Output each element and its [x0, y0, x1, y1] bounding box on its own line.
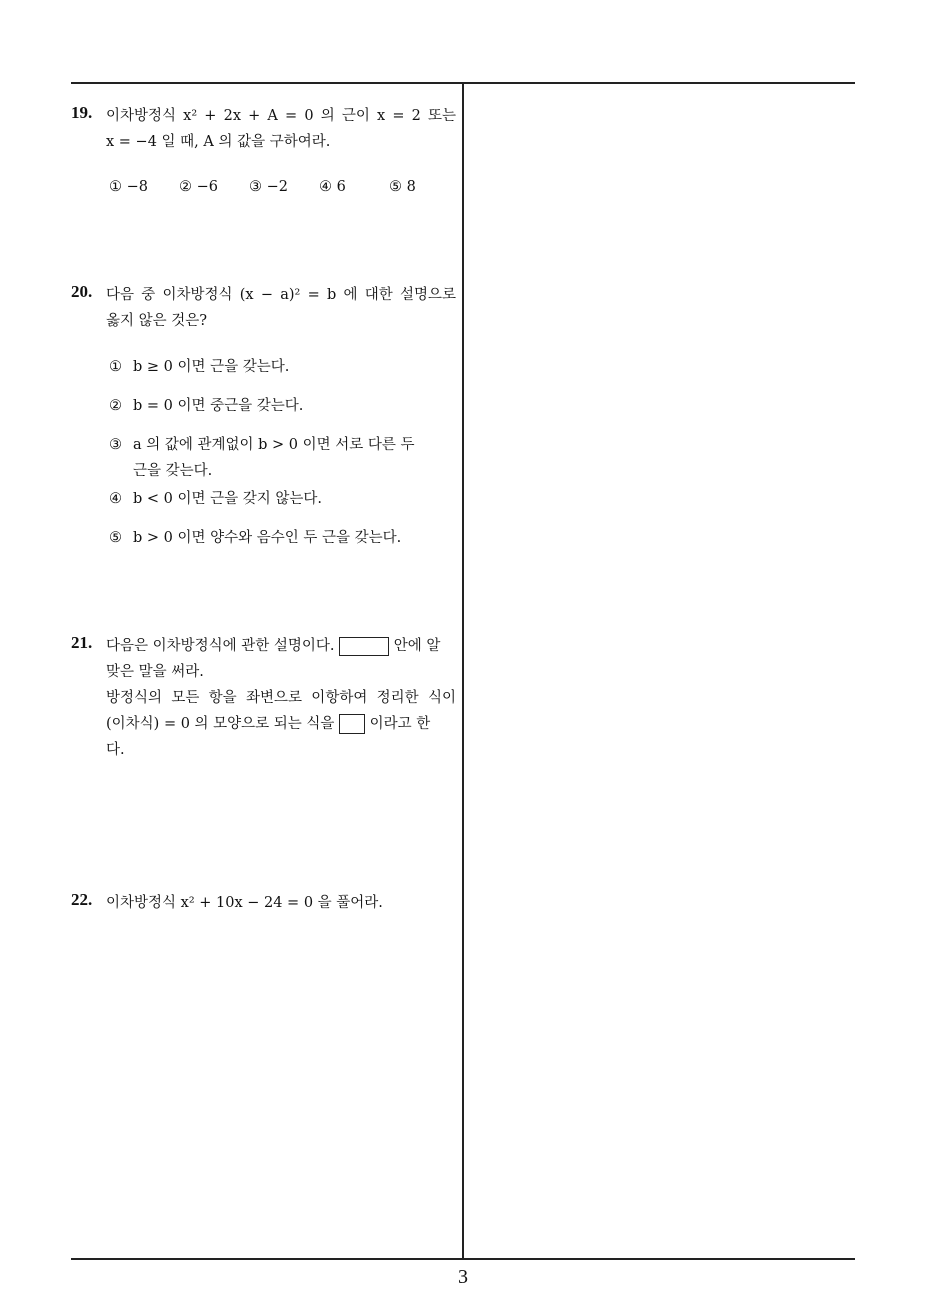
question-text-fragment: 안에 알	[393, 638, 441, 654]
question-text-fragment: (이차식) = 0 의 모양으로 되는 식을	[106, 716, 335, 732]
choice-mark: ②	[109, 398, 122, 414]
question-19	[71, 103, 456, 213]
answer-blank-box	[339, 714, 365, 734]
question-22	[71, 890, 456, 930]
bottom-rule	[71, 1258, 855, 1260]
question-text	[106, 282, 456, 334]
choice-1[interactable]	[109, 354, 289, 380]
question-line: 맞은 말을 써라.	[106, 664, 204, 680]
question-21	[71, 633, 456, 773]
question-text	[106, 633, 456, 763]
choice-list	[109, 179, 416, 195]
choice-4[interactable]: ④ 6	[319, 179, 346, 195]
choice-2[interactable]: ② −6	[179, 179, 218, 195]
choice-5[interactable]	[109, 525, 401, 551]
question-line: 다음 중 이차방정식 (x − a)² = b 에 대한 설명으로	[106, 287, 456, 303]
choice-text: b ≥ 0 이면 근을 갖는다.	[133, 359, 290, 375]
choice-1[interactable]: ① −8	[109, 179, 148, 195]
question-line: 이차방정식 x² + 2x + A = 0 의 근이 x = 2 또는	[106, 108, 456, 124]
choice-text: b > 0 이면 양수와 음수인 두 근을 갖는다.	[133, 530, 402, 546]
question-text	[106, 890, 456, 916]
question-line: 옳지 않은 것은?	[106, 313, 208, 329]
question-text-fragment: 이라고 한	[369, 716, 431, 732]
question-number: 19.	[71, 103, 93, 122]
choice-mark: ④	[109, 491, 122, 507]
choice-5[interactable]: ⑤ 8	[389, 179, 416, 195]
question-number: 21.	[71, 633, 93, 652]
question-line: 방정식의 모든 항을 좌변으로 이항하여 정리한 식이	[106, 690, 456, 706]
choice-text-continued: 근을 갖는다.	[133, 463, 213, 479]
choice-text: b < 0 이면 근을 갖지 않는다.	[133, 491, 322, 507]
question-line	[106, 633, 456, 659]
choice-2[interactable]	[109, 393, 303, 419]
question-line: 이차방정식 x² + 10x − 24 = 0 을 풀어라.	[106, 895, 383, 911]
choice-mark: ③	[109, 437, 122, 453]
choice-text: a 의 값에 관계없이 b > 0 이면 서로 다른 두	[133, 437, 415, 453]
question-text	[106, 103, 456, 155]
question-number: 22.	[71, 890, 93, 909]
question-line	[106, 711, 456, 737]
question-line: 다.	[106, 742, 125, 758]
choice-mark: ①	[109, 359, 122, 375]
page-number: 3	[458, 1266, 468, 1288]
choice-3[interactable]: ③ −2	[249, 179, 288, 195]
answer-blank-box	[339, 637, 389, 656]
question-20	[71, 282, 456, 562]
choice-4[interactable]	[109, 486, 322, 512]
choice-text: b = 0 이면 중근을 갖는다.	[133, 398, 304, 414]
question-line: x = −4 일 때, A 의 값을 구하여라.	[106, 134, 331, 150]
column-divider	[462, 82, 464, 1259]
choice-mark: ⑤	[109, 530, 122, 546]
choice-3[interactable]	[109, 432, 415, 484]
question-number: 20.	[71, 282, 93, 301]
question-text-fragment: 다음은 이차방정식에 관한 설명이다.	[106, 638, 335, 654]
